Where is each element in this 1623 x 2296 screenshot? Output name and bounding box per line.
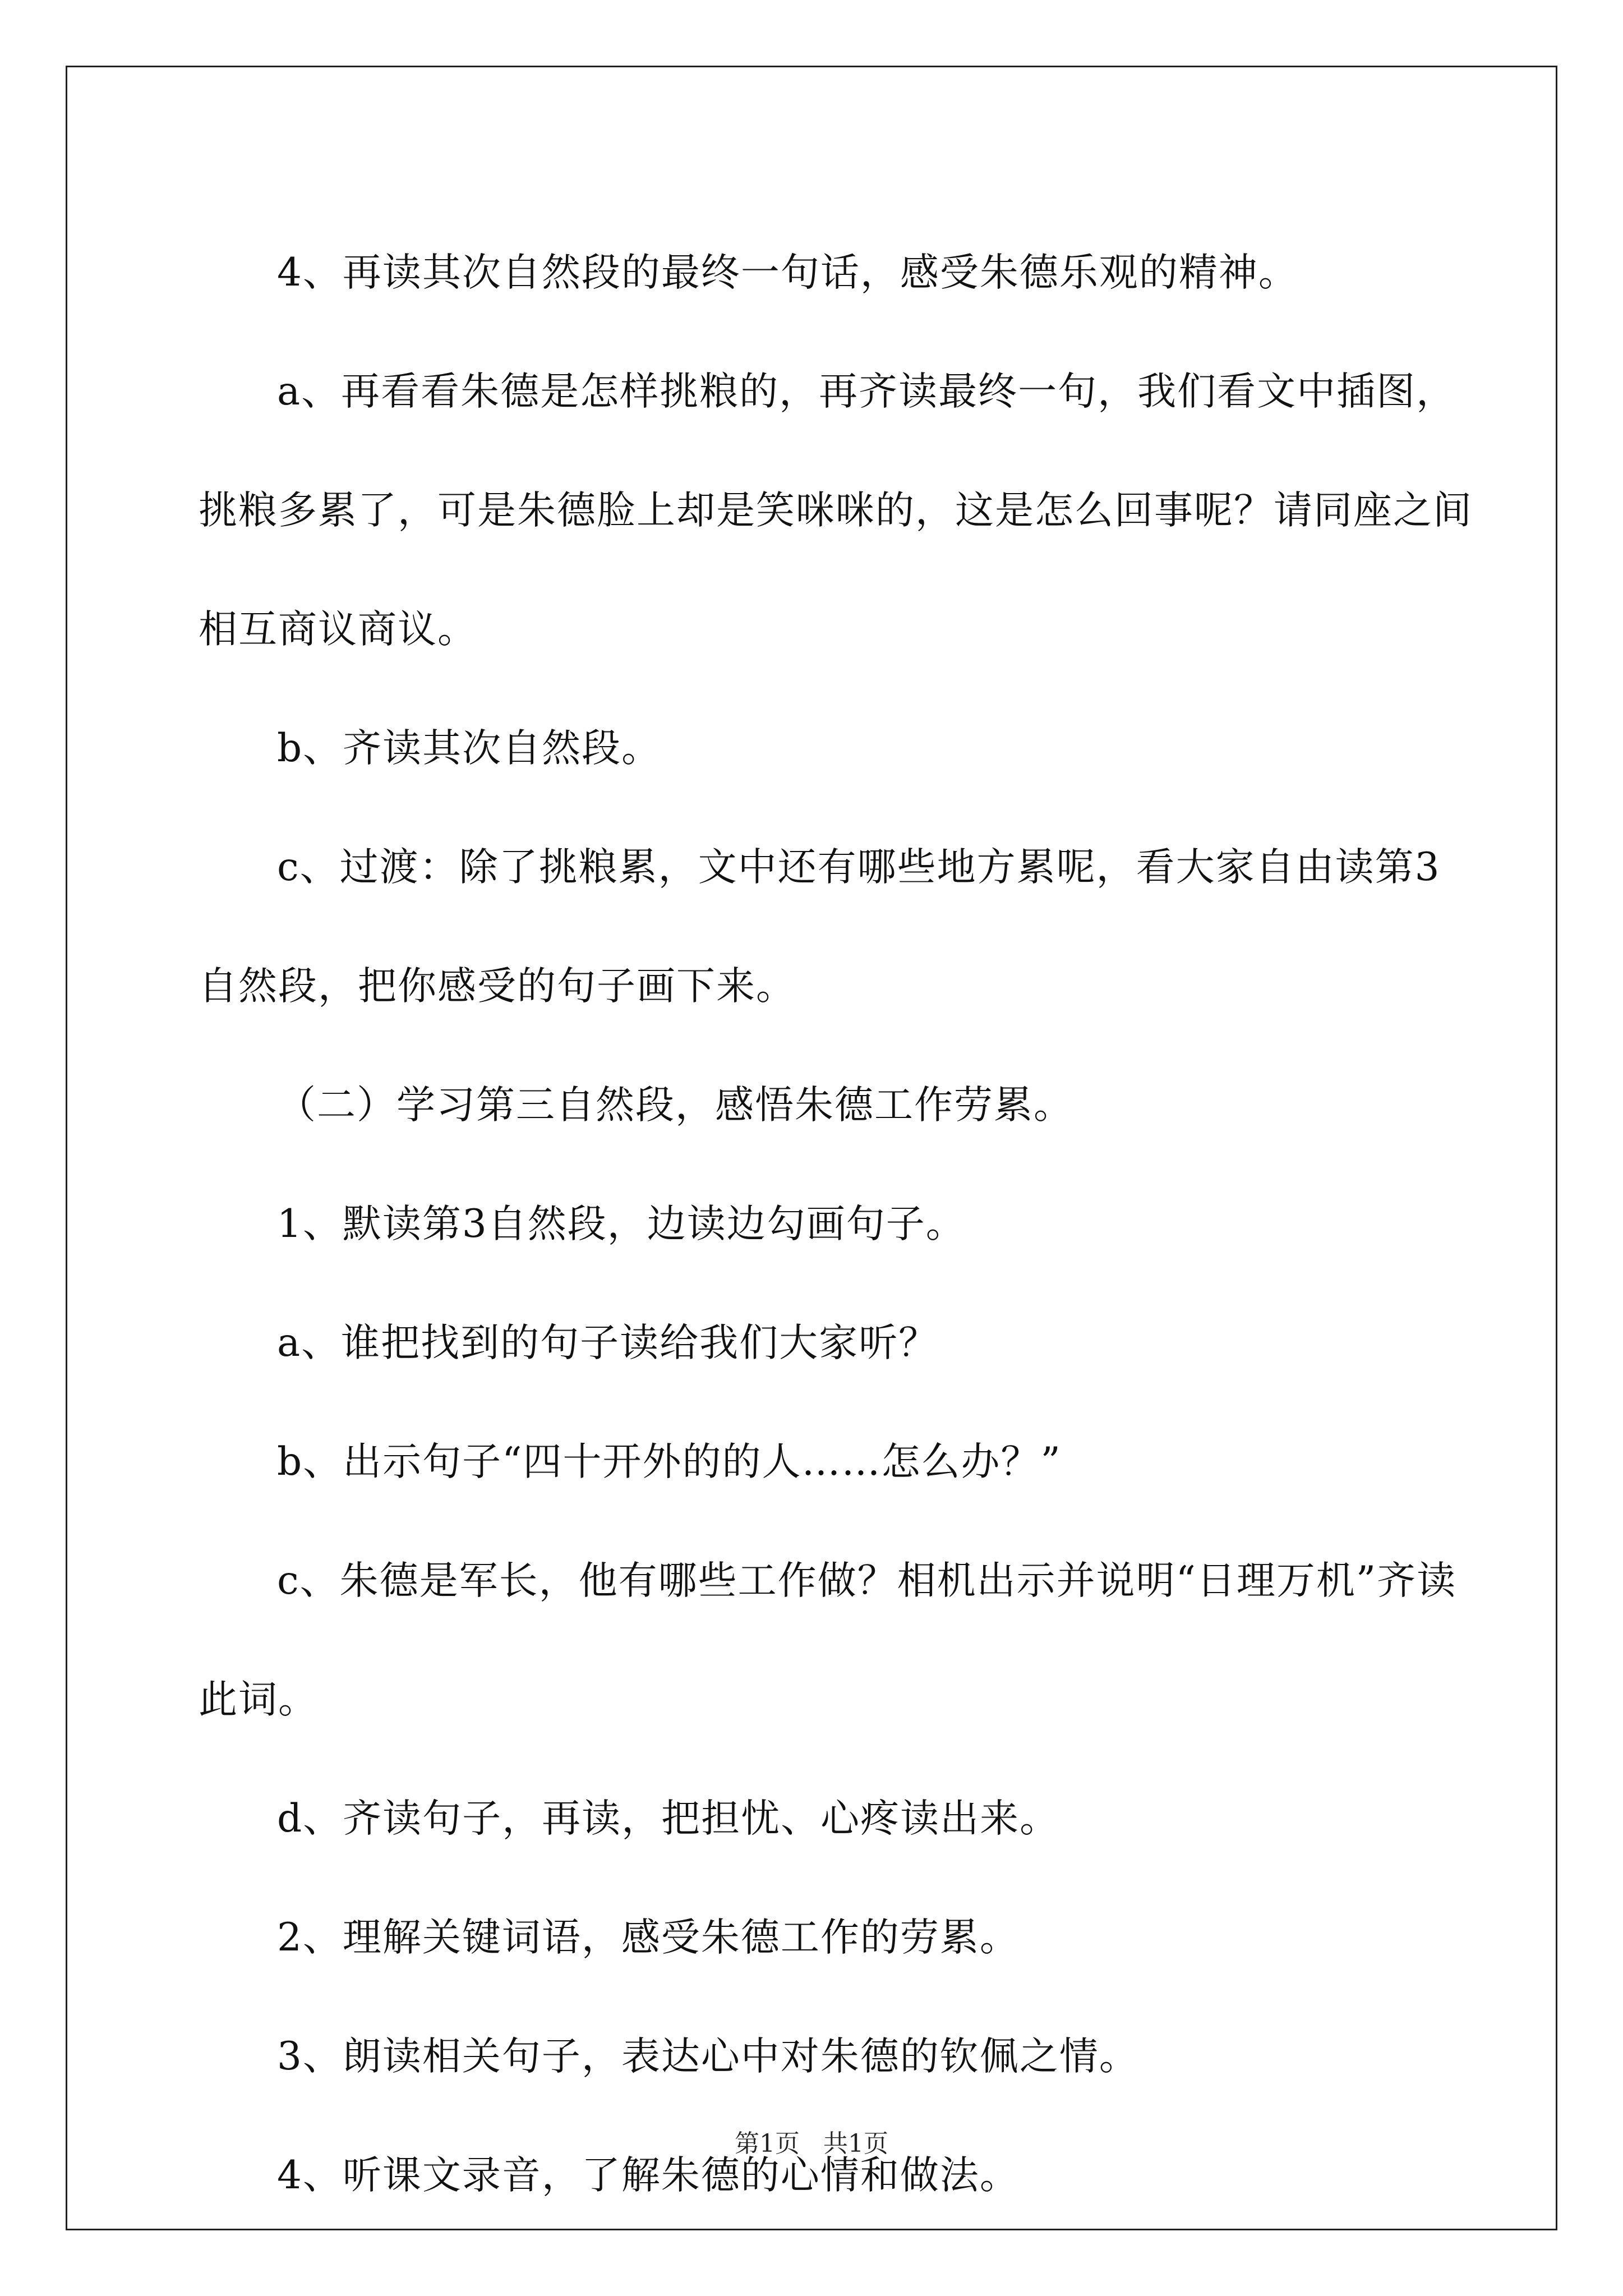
page-count: 共1页 [823,2129,888,2158]
section-heading: （二）学习第三自然段，感悟朱德工作劳累。 [277,1083,1073,1128]
page-number: 第1页 [735,2129,800,2158]
paragraph: a、再看看朱德是怎样挑粮的，再齐读最终一句，我们看文中插图，挑粮多累了，可是朱德脸上却是笑咪咪的，这是怎么回事呢？请同座之间相互商议商议。 [199,369,1473,652]
paragraph: b、齐读其次自然段。 [277,726,662,771]
paragraph: c、过渡：除了挑粮累，文中还有哪些地方累呢，看大家自由读第3自然段，把你感受的句子画下来。 [199,845,1441,1009]
paragraph: 3、朗读相关句子，表达心中对朱德的钦佩之情。 [277,2034,1139,2079]
document-body [199,213,1477,2235]
paragraph: 2、理解关键词语，感受朱德工作的劳累。 [277,1915,1020,1960]
paragraph: d、齐读句子，再读，把担忧、心疼读出来。 [277,1796,1060,1841]
paragraph: 4、再读其次自然段的最终一句话，感受朱德乐观的精神。 [277,250,1298,295]
paragraph: 4、听课文录音，了解朱德的心情和做法。 [277,2153,1020,2198]
paragraph: 1、默读第3自然段，边读边勾画句子。 [277,1202,966,1246]
paragraph: c、朱德是军长，他有哪些工作做？相机出示并说明“日理万机”齐读此词。 [199,1558,1457,1722]
page-footer [0,2128,1623,2160]
paragraph: b、出示句子“四十开外的的人……怎么办？” [277,1439,1062,1484]
paragraph: a、谁把找到的句子读给我们大家听？ [277,1320,939,1365]
